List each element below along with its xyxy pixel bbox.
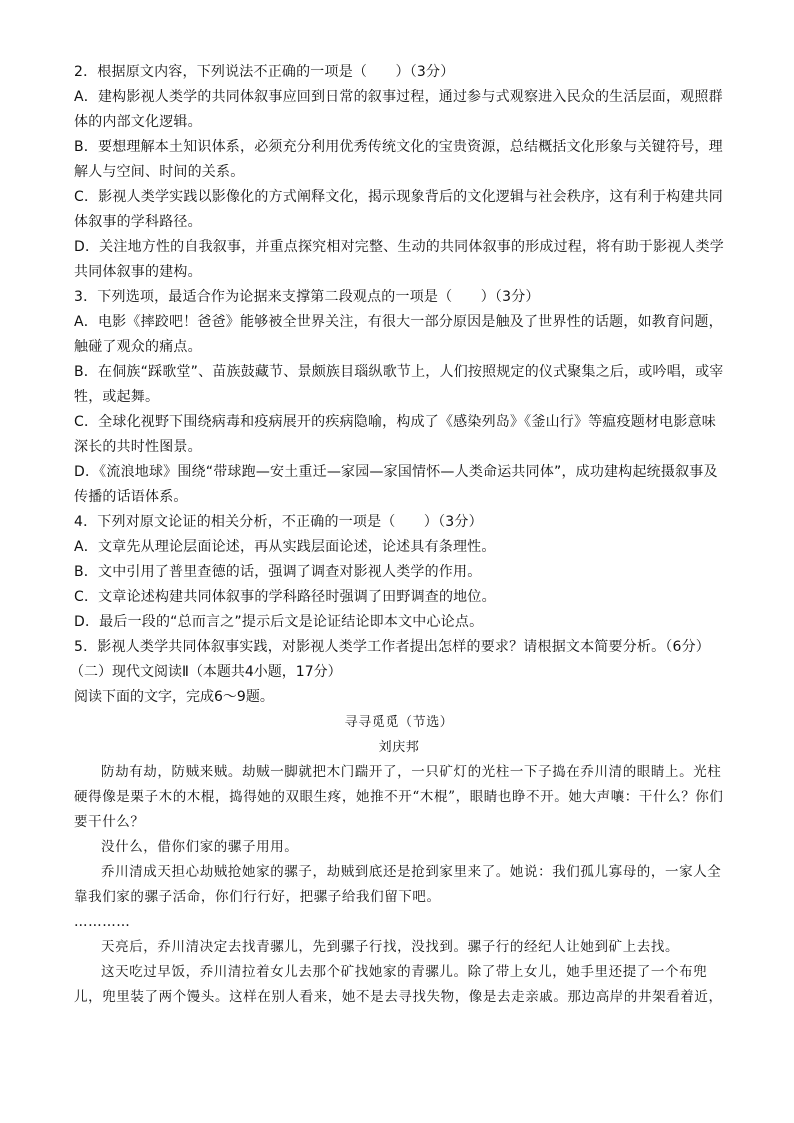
question-4-stem: 4．下列对原文论证的相关分析，不正确的一项是（ ）（3分） [74, 514, 483, 530]
question-3-option-d: D．《流浪地球》围绕“带球跑—安土重迁—家园—家国情怀—人类命运共同体”，成功建构起统摄叙事及传播的话语体系。 [74, 464, 718, 505]
question-2-option-a: A．建构影视人类学的共同体叙事应回到日常的叙事过程，通过参与式观察进入民众的生活层面，观照群体的内部文化逻辑。 [74, 89, 723, 130]
question-4-option-c: C．文章论述构建共同体叙事的学科路径时强调了田野调查的地位。 [74, 589, 496, 605]
question-4-option-b: B．文中引用了普里查德的话，强调了调查对影视人类学的作用。 [74, 564, 482, 580]
question-5 [74, 635, 724, 660]
question-3-option-b: B．在侗族“踩歌堂”、苗族鼓藏节、景颇族目瑙纵歌节上，人们按照规定的仪式聚集之后，或吟唱，或宰牲，或起舞。 [74, 364, 724, 405]
question-4-option-a: A．文章先从理论层面论述，再从实践层面论述，论述具有条理性。 [74, 539, 496, 555]
story-paragraph: 天亮后，乔川清决定去找青骡儿，先到骡子行找，没找到。骡子行的经纪人让她到矿上去找。 [101, 939, 680, 955]
question-4-option-d: D．最后一段的“总而言之”提示后文是论证结论即本文中心论点。 [74, 614, 484, 630]
section-heading: （二）现代文阅读Ⅱ（本题共4小题，17分） [70, 664, 342, 680]
story-paragraph: 防劫有劫，防贼来贼。劫贼一脚就把木门踹开了，一只矿灯的光柱一下子捣在乔川清的眼睛上。光柱硬得像是栗子木的木棍，捣得她的双眼生疼，她推不开“木棍”，眼睛也睁不开。她大声嚷：干什么？你们要干什么？ [74, 764, 724, 830]
question-3-option-c: C．全球化视野下围绕病毒和疫病展开的疾病隐喻，构成了《感染列岛》《釜山行》等瘟疫题材电影意味深长的共时性图景。 [74, 414, 716, 455]
question-3 [74, 285, 724, 510]
story-title: 寻寻觅觅（节选） [344, 715, 454, 730]
question-3-stem: 3．下列选项，最适合作为论据来支撑第二段观点的一项是（ ）（3分） [74, 289, 540, 305]
question-5-stem: 5．影视人类学共同体叙事实践，对影视人类学工作者提出怎样的要求？请根据文本简要分析。（6分） [74, 639, 711, 655]
question-2 [74, 60, 724, 285]
story-author: 刘庆邦 [378, 740, 420, 755]
question-4 [74, 510, 724, 635]
question-2-option-d: D．关注地方性的自我叙事，并重点探究相对完整、生动的共同体叙事的形成过程，将有助于影视人类学共同体叙事的建构。 [74, 239, 724, 280]
story-paragraph: 这天吃过早饭，乔川清拉着女儿去那个矿找她家的青骡儿。除了带上女儿，她手里还提了一个布兜儿，兜里装了两个馒头。这样在别人看来，她不是去寻找失物，像是去走亲戚。那边高岸的井架看着近， [74, 964, 723, 1005]
question-2-option-c: C．影视人类学实践以影像化的方式阐释文化，揭示现象背后的文化逻辑与社会秩序，这有利于构建共同体叙事的学科路径。 [74, 189, 723, 230]
section-instruction: 阅读下面的文字，完成6～9题。 [74, 689, 274, 705]
story-paragraph: 乔川清成天担心劫贼抢她家的骡子，劫贼到底还是抢到家里来了。她说：我们孤儿寡母的，一家人全靠我们家的骡子活命，你们行行好，把骡子给我们留下吧。 [74, 864, 722, 905]
question-2-option-b: B．要想理解本土知识体系，必须充分利用优秀传统文化的宝贵资源，总结概括文化形象与关键符号，理解人与空间、时间的关系。 [74, 139, 723, 180]
story-paragraph: 没什么，借你们家的骡子用用。 [101, 839, 299, 855]
story-passage [74, 710, 724, 1010]
question-2-stem: 2．根据原文内容，下列说法不正确的一项是（ ）（3分） [74, 64, 455, 80]
story-ellipsis: ………… [74, 914, 131, 930]
question-3-option-a: A．电影《摔跤吧！爸爸》能够被全世界关注，有很大一部分原因是触及了世界性的话题，如教育问题，触碰了观众的痛点。 [74, 314, 723, 355]
